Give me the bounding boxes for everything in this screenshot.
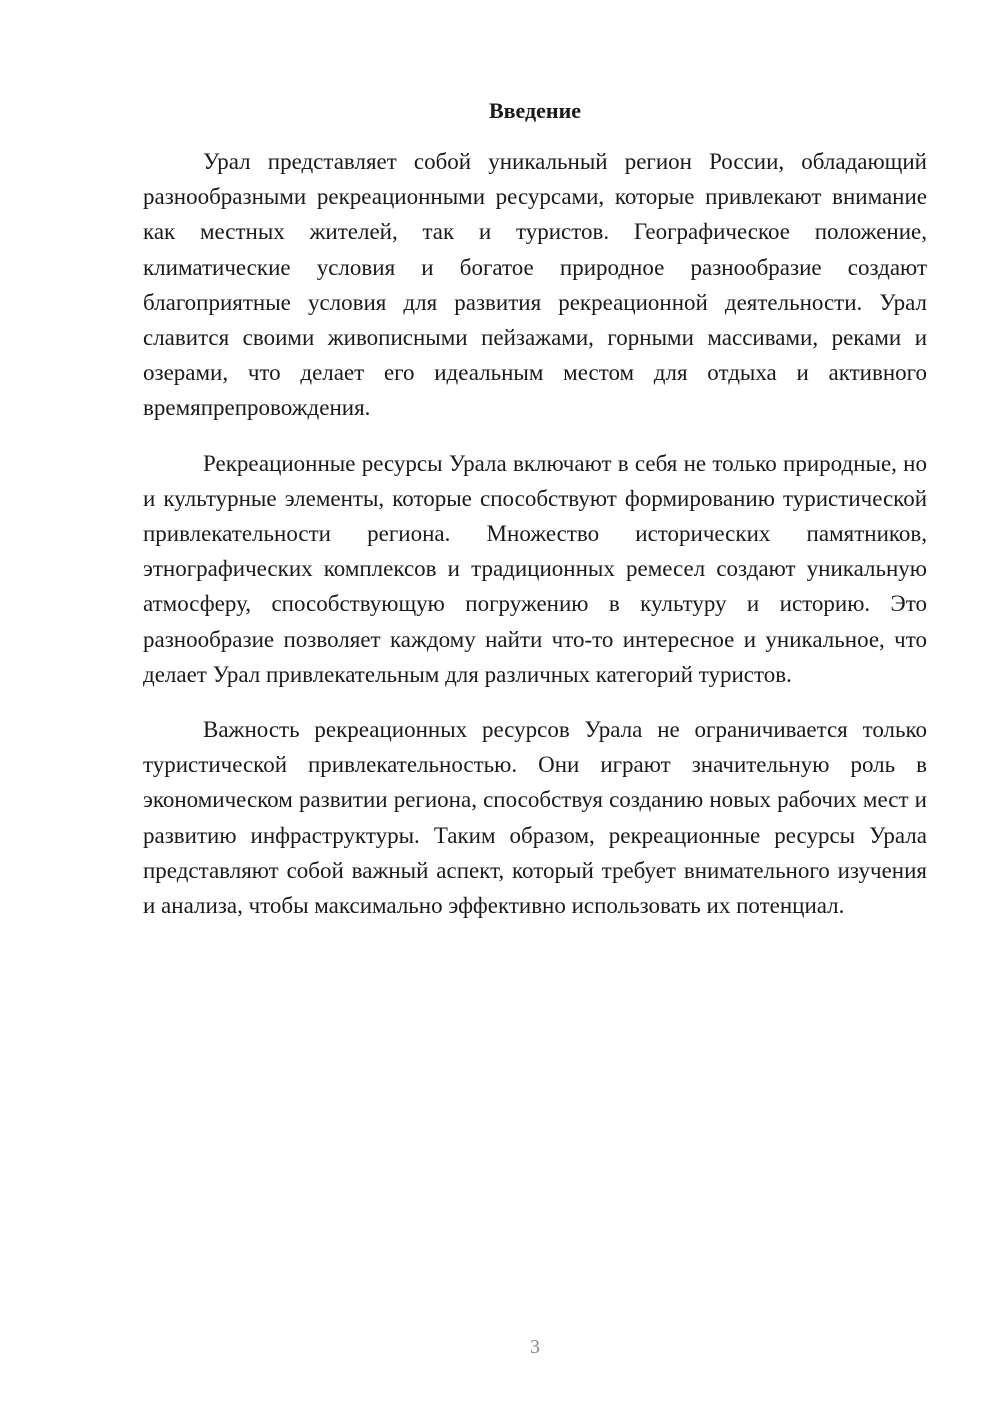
paragraph-2: Рекреационные ресурсы Урала включают в себя не только природные, но и культурные элементы, которые способствуют формированию туристической привлекательности региона. Множество исторических памятников, этнографических комплексов и традиционных ремесел создают уникальную атмосферу, способствующую погружению в культуру и историю. Это разнообразие позволяет каждому найти что-то интересное и уникальное, что делает Урал привлекательным для различных категорий туристов. (143, 450, 927, 687)
page-number: 3 (530, 1336, 540, 1358)
section-title: Введение (488, 98, 582, 123)
paragraph-3: Важность рекреационных ресурсов Урала не ограничивается только туристической привлекательностью. Они играют значительную роль в экономическом развитии региона, способствуя созданию новых рабочих мест и развитию инфраструктуры. Таким образом, рекреационные ресурсы Урала представляют собой важный аспект, который требует внимательного изучения и анализа, чтобы максимально эффективно использовать их потенциал. (143, 717, 927, 919)
body-text (143, 144, 927, 943)
paragraph-1: Урал представляет собой уникальный регион России, обладающий разнообразными рекреационными ресурсами, которые привлекают внимание как местных жителей, так и туристов. Географическое положение, климатические условия и богатое природное разнообразие создают благоприятные условия для развития рекреационной деятельности. Урал славится своими живописными пейзажами, горными массивами, реками и озерами, что делает его идеальным местом для отдыха и активного времяпрепровождения. (143, 149, 927, 421)
